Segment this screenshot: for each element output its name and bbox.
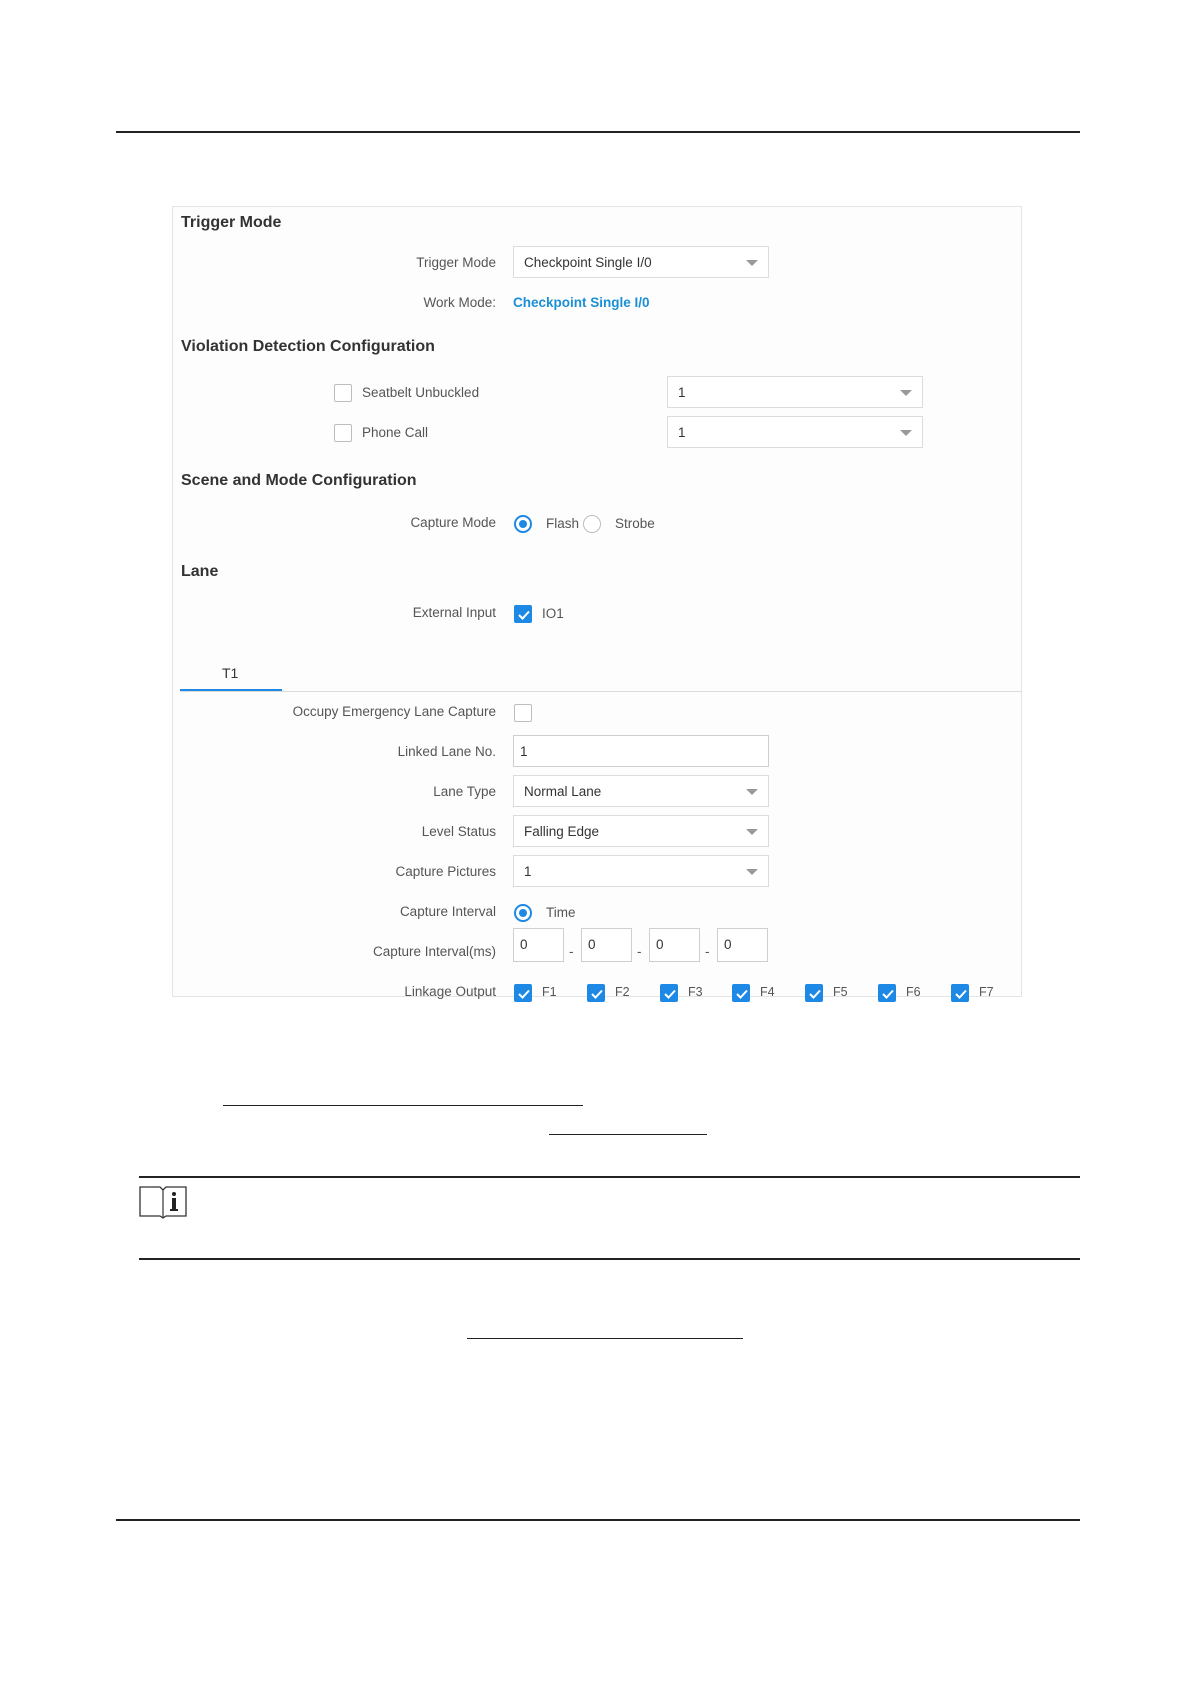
tab-divider bbox=[180, 691, 1021, 692]
level-status-value: Falling Edge bbox=[524, 824, 600, 839]
capture-mode-label: Capture Mode bbox=[410, 515, 496, 530]
capture-interval-ms-label: Capture Interval(ms) bbox=[372, 944, 496, 959]
external-input-label: External Input bbox=[412, 605, 496, 620]
chevron-down-icon bbox=[746, 260, 758, 266]
linked-lane-value: 1 bbox=[520, 744, 528, 759]
time-label: Time bbox=[546, 905, 576, 920]
work-mode-label: Work Mode: bbox=[423, 295, 496, 310]
chevron-down-icon bbox=[900, 390, 912, 396]
seatbelt-select[interactable] bbox=[667, 376, 923, 408]
interval-value-3: 0 bbox=[656, 937, 664, 952]
interval-value-2: 0 bbox=[588, 937, 596, 952]
seatbelt-checkbox[interactable] bbox=[334, 384, 352, 402]
occupy-emergency-label: Occupy Emergency Lane Capture bbox=[292, 704, 496, 719]
interval-separator: - bbox=[569, 944, 574, 959]
io1-checkbox[interactable] bbox=[514, 605, 532, 623]
check-icon bbox=[808, 987, 822, 1001]
section-title-trigger-mode: Trigger Mode bbox=[181, 214, 282, 231]
phone-call-label: Phone Call bbox=[362, 425, 429, 440]
capture-interval-label: Capture Interval bbox=[399, 904, 496, 919]
time-radio[interactable] bbox=[514, 904, 532, 922]
check-icon bbox=[517, 608, 531, 622]
linkage-output-checkbox-f7[interactable] bbox=[951, 984, 969, 1002]
linkage-output-checkbox-f3[interactable] bbox=[660, 984, 678, 1002]
check-icon bbox=[517, 987, 531, 1001]
interval-input-2[interactable] bbox=[581, 928, 632, 962]
trigger-mode-label: Trigger Mode bbox=[416, 255, 496, 270]
strobe-radio[interactable] bbox=[583, 515, 601, 533]
interval-value-4: 0 bbox=[724, 937, 732, 952]
interval-value-1: 0 bbox=[520, 937, 528, 952]
linkage-output-label: Linkage Output bbox=[404, 984, 496, 999]
lane-type-value: Normal Lane bbox=[524, 784, 602, 799]
chevron-down-icon bbox=[746, 789, 758, 795]
linkage-output-label-f5: F5 bbox=[833, 985, 848, 999]
check-icon bbox=[881, 987, 895, 1001]
linkage-output-label-f2: F2 bbox=[615, 985, 630, 999]
tab-t1[interactable] bbox=[180, 659, 282, 693]
tab-t1-label: T1 bbox=[222, 665, 239, 681]
linkage-output-label-f3: F3 bbox=[688, 985, 703, 999]
chevron-down-icon bbox=[746, 829, 758, 835]
section-title-violation: Violation Detection Configuration bbox=[181, 338, 435, 355]
chevron-down-icon bbox=[900, 430, 912, 436]
occupy-emergency-checkbox[interactable] bbox=[514, 704, 532, 722]
phone-call-value: 1 bbox=[678, 425, 686, 440]
check-icon bbox=[954, 987, 968, 1001]
linkage-output-checkbox-f6[interactable] bbox=[878, 984, 896, 1002]
check-icon bbox=[663, 987, 677, 1001]
note-top-rule bbox=[139, 1176, 1080, 1178]
linkage-output-checkbox-f1[interactable] bbox=[514, 984, 532, 1002]
flash-radio[interactable] bbox=[514, 515, 532, 533]
interval-input-1[interactable] bbox=[513, 928, 564, 962]
linkage-output-label-f1: F1 bbox=[542, 985, 557, 999]
trigger-mode-select[interactable] bbox=[513, 246, 769, 278]
linkage-output-checkbox-f5[interactable] bbox=[805, 984, 823, 1002]
strobe-label: Strobe bbox=[615, 516, 655, 531]
note-bottom-rule bbox=[139, 1258, 1080, 1260]
flash-label: Flash bbox=[546, 516, 580, 531]
work-mode-value: Checkpoint Single I/0 bbox=[513, 295, 650, 310]
chevron-down-icon bbox=[746, 869, 758, 875]
section-title-lane: Lane bbox=[181, 563, 219, 580]
footer-rule bbox=[116, 1519, 1080, 1521]
check-icon bbox=[590, 987, 604, 1001]
linkage-output-row bbox=[173, 983, 1021, 1003]
header-rule bbox=[116, 131, 1080, 133]
level-status-select[interactable] bbox=[513, 815, 769, 847]
level-status-label: Level Status bbox=[421, 824, 496, 839]
config-panel bbox=[172, 206, 1022, 997]
lane-type-select[interactable] bbox=[513, 775, 769, 807]
linked-lane-input[interactable] bbox=[513, 735, 769, 767]
section-title-scene: Scene and Mode Configuration bbox=[181, 472, 417, 489]
linkage-output-label-f7: F7 bbox=[979, 985, 994, 999]
io1-label: IO1 bbox=[542, 606, 564, 621]
interval-input-3[interactable] bbox=[649, 928, 700, 962]
linkage-output-label-f4: F4 bbox=[760, 985, 775, 999]
linked-lane-label: Linked Lane No. bbox=[397, 744, 496, 759]
seatbelt-label: Seatbelt Unbuckled bbox=[362, 385, 480, 400]
lane-type-label: Lane Type bbox=[433, 784, 496, 799]
link-underline bbox=[549, 1134, 707, 1135]
capture-pictures-label: Capture Pictures bbox=[395, 864, 496, 879]
linkage-output-label-f6: F6 bbox=[906, 985, 921, 999]
interval-separator: - bbox=[637, 944, 642, 959]
link-underline bbox=[467, 1338, 743, 1339]
check-icon bbox=[735, 987, 749, 1001]
note-book-icon bbox=[138, 1184, 188, 1219]
phone-call-select[interactable] bbox=[667, 416, 923, 448]
interval-input-4[interactable] bbox=[717, 928, 768, 962]
interval-separator: - bbox=[705, 944, 710, 959]
linkage-output-checkbox-f4[interactable] bbox=[732, 984, 750, 1002]
capture-pictures-value: 1 bbox=[524, 864, 532, 879]
link-underline bbox=[223, 1105, 583, 1106]
phone-call-checkbox[interactable] bbox=[334, 424, 352, 442]
seatbelt-value: 1 bbox=[678, 385, 686, 400]
linkage-output-checkbox-f2[interactable] bbox=[587, 984, 605, 1002]
capture-pictures-select[interactable] bbox=[513, 855, 769, 887]
trigger-mode-value: Checkpoint Single I/0 bbox=[524, 255, 652, 270]
